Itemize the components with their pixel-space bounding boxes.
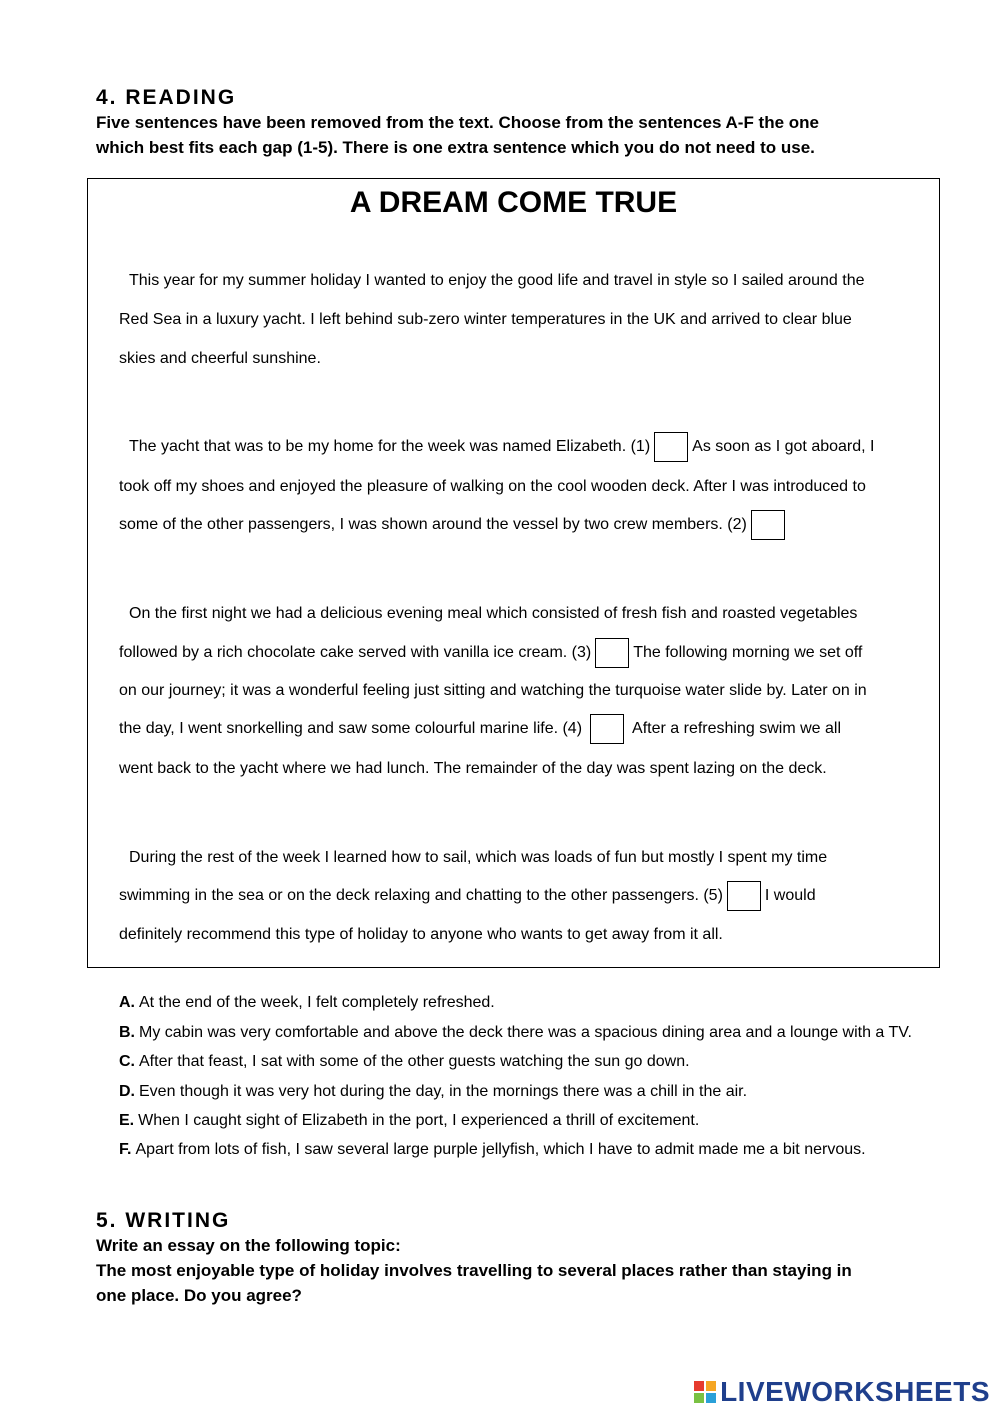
- option-f-text: Apart from lots of fish, I saw several large purple jellyfish, which I have to admit made me a bit nervous.: [135, 1141, 866, 1158]
- writing-section-title: 5. WRITING: [96, 1209, 231, 1232]
- story-p4-line-2-end: I would: [764, 887, 816, 904]
- story-p2-line-3: [119, 508, 789, 542]
- gap-1-input[interactable]: [654, 432, 688, 462]
- gap-2-input[interactable]: [751, 510, 785, 540]
- writing-instructions: [96, 1233, 936, 1308]
- story-p2-line-3-start: some of the other passengers, I was shown around the vessel by two crew members. (2): [119, 516, 747, 533]
- option-e-letter: E.: [119, 1112, 135, 1129]
- option-d: [119, 1083, 747, 1101]
- story-p3-line-4-end: After a refreshing swim we all: [632, 720, 841, 737]
- story-p3-line-2-start: followed by a rich chocolate cake served with vanilla ice cream. (3): [119, 644, 592, 661]
- liveworksheets-logo: [694, 1376, 990, 1408]
- story-p4-line-2-start: swimming in the sea or on the deck relaxing and chatting to the other passengers. (5): [119, 887, 723, 904]
- option-e-text: When I caught sight of Elizabeth in the port, I experienced a thrill of excitement.: [138, 1112, 700, 1129]
- story-p3-line-5: went back to the yacht where we had lunch. The remainder of the day was spent lazing on the deck.: [119, 760, 827, 777]
- story-title: A DREAM COME TRUE: [349, 186, 678, 219]
- option-b-text: My cabin was very comfortable and above the deck there was a spacious dining area and a lounge with a TV.: [139, 1024, 912, 1041]
- story-p3-line-2-end: The following morning we set off: [633, 644, 863, 661]
- option-f: [119, 1141, 866, 1159]
- option-a-letter: A.: [119, 994, 135, 1011]
- writing-instruction: Write an essay on the following topic:: [96, 1236, 401, 1255]
- story-p1-line-1: This year for my summer holiday I wanted to enjoy the good life and travel in style so I sailed around the: [129, 272, 865, 289]
- option-b-letter: B.: [119, 1024, 135, 1041]
- option-c: [119, 1053, 690, 1071]
- option-d-text: Even though it was very hot during the day, in the mornings there was a chill in the air.: [139, 1083, 748, 1100]
- option-b: [119, 1024, 912, 1042]
- reading-instruction-line-2: which best fits each gap (1-5). There is one extra sentence which you do not need to use.: [96, 138, 815, 157]
- story-p1-line-3: skies and cheerful sunshine.: [119, 350, 321, 367]
- option-e: [119, 1112, 699, 1130]
- writing-topic-line-1: The most enjoyable type of holiday involves travelling to several places rather than staying in: [96, 1261, 852, 1280]
- gap-5-input[interactable]: [727, 881, 761, 911]
- writing-topic-line-2: one place. Do you agree?: [96, 1286, 302, 1305]
- reading-section-title: 4. READING: [96, 86, 237, 109]
- reading-instruction-line-1: Five sentences have been removed from the text. Choose from the sentences A-F the one: [96, 113, 820, 132]
- option-a: [119, 994, 495, 1012]
- story-p4-line-1: During the rest of the week I learned how to sail, which was loads of fun but mostly I spent my time: [129, 849, 828, 866]
- story-p2-line-1: [119, 430, 874, 464]
- story-p2-line-2: took off my shoes and enjoyed the pleasure of walking on the cool wooden deck. After I was introduced to: [119, 478, 866, 495]
- option-c-text: After that feast, I sat with some of the other guests watching the sun go down.: [139, 1053, 690, 1070]
- option-c-letter: C.: [119, 1053, 135, 1070]
- gap-4-input[interactable]: [590, 714, 624, 744]
- story-p3-line-4-start: the day, I went snorkelling and saw some colourful marine life. (4): [119, 720, 583, 737]
- gap-3-input[interactable]: [595, 638, 629, 668]
- reading-instructions: [96, 110, 936, 160]
- story-p2-line-1-end: As soon as I got aboard, I: [692, 438, 875, 455]
- story-p4-line-2: [119, 879, 816, 913]
- option-f-letter: F.: [119, 1141, 132, 1158]
- option-d-letter: D.: [119, 1083, 135, 1100]
- story-p3-line-3: on our journey; it was a wonderful feeling just sitting and watching the turquoise water slide by. Later on in: [119, 682, 867, 699]
- story-p3-line-2: [119, 636, 862, 670]
- story-p1-line-2: Red Sea in a luxury yacht. I left behind sub-zero winter temperatures in the UK and arrived to clear blue: [119, 311, 852, 328]
- logo-text: LIVEWORKSHEETS: [720, 1376, 990, 1407]
- story-p3-line-1: On the first night we had a delicious evening meal which consisted of fresh fish and roasted vegetables: [129, 605, 858, 622]
- option-a-text: At the end of the week, I felt completely refreshed.: [139, 994, 495, 1011]
- logo-mark-icon: [694, 1381, 716, 1403]
- story-p4-line-3: definitely recommend this type of holiday to anyone who wants to get away from it all.: [119, 926, 723, 943]
- story-p2-line-1-start: The yacht that was to be my home for the week was named Elizabeth. (1): [129, 438, 651, 455]
- story-p3-line-4: [119, 712, 841, 746]
